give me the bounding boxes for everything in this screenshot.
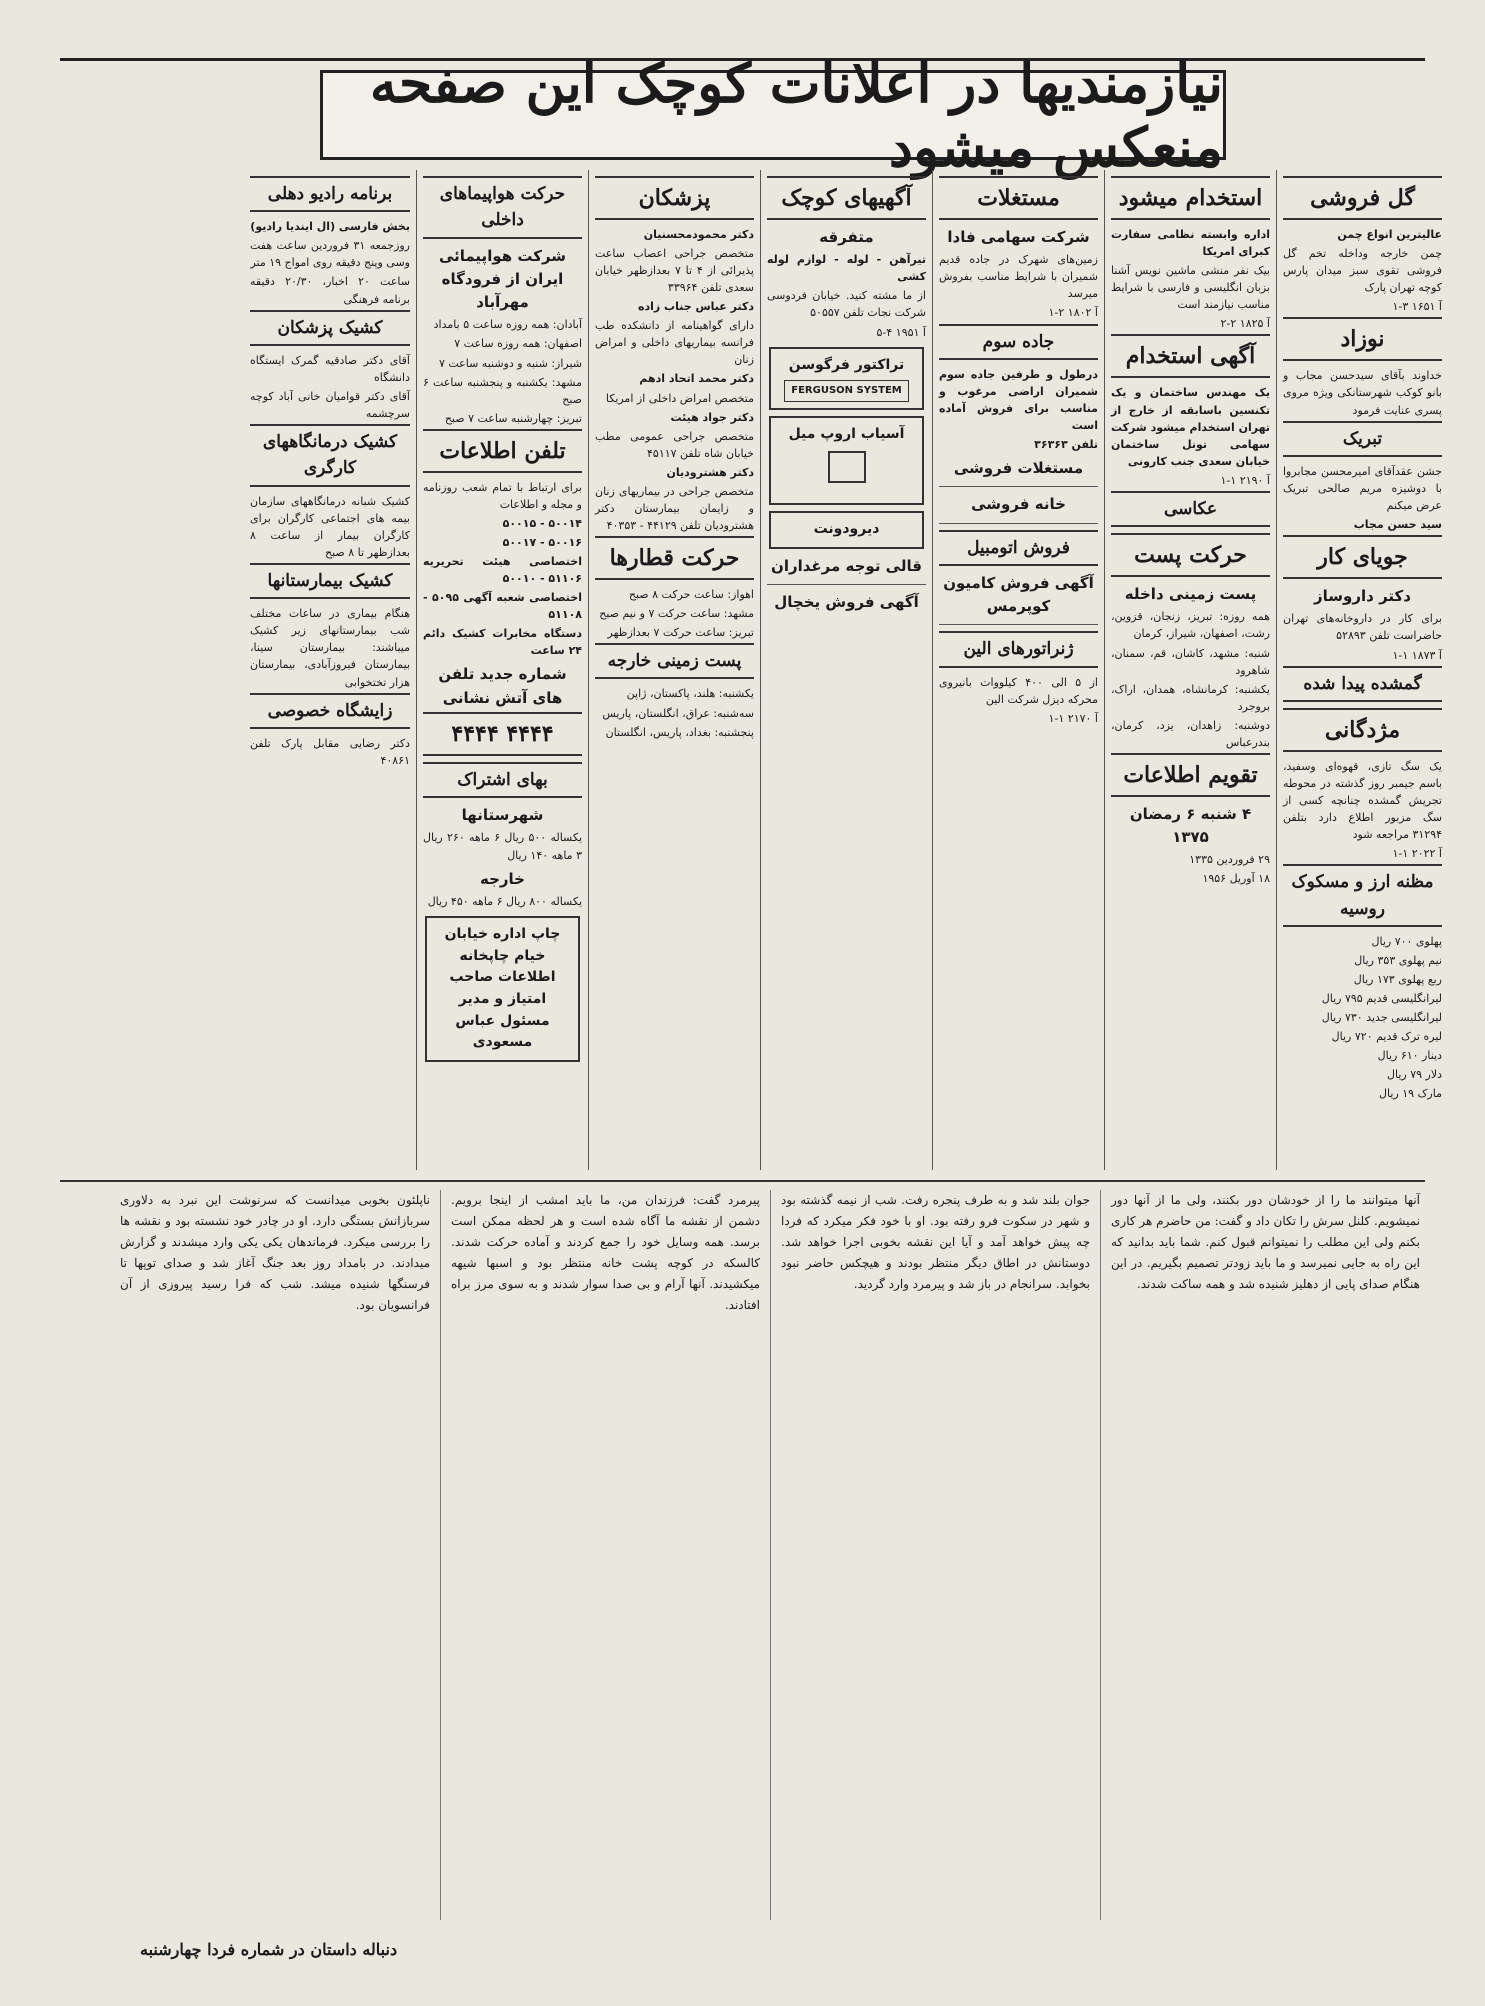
- sub-head: خانه فروشی: [971, 495, 1066, 514]
- text-line: ۱۸ آوریل ۱۹۵۶: [1202, 872, 1270, 886]
- rate-line: مارک ۱۹ ریال: [1379, 1087, 1442, 1101]
- story-continued-note: دنباله داستان در شماره فردا چهارشنبه: [140, 1940, 398, 1959]
- text-line: درطول و طرفین جاده سوم شمیران اراضی مرغوب و مناسب برای فروش آماده است: [939, 367, 1098, 433]
- section-head: مستغلات: [939, 176, 1098, 220]
- text-line: آ ۱۸۲۵ ۲-۲: [1220, 317, 1270, 331]
- text-line: متخصص جراحی اعصاب ساعت پذیرائی از ۴ تا ۷ بعدازظهر خیابان سعدی تلفن ۳۳۹۶۴: [595, 247, 754, 295]
- section-head: تقویم اطلاعات: [1111, 753, 1270, 797]
- rate-line: لیرانگلیسی جدید ۷۳۰ ریال: [1321, 1011, 1442, 1025]
- text-line: متخصص جراحی عمومی مطب خیابان شاه تلفن ۴۵۱۱۷: [595, 429, 754, 460]
- sub-head: شهرستانها: [461, 806, 544, 825]
- text-line: آقای دکتر قوامیان خانی آباد کوچه سرچشمه: [250, 390, 410, 421]
- text-line: تلفن ۳۶۳۶۳: [1034, 438, 1098, 452]
- section-head: گمشده پیدا شده: [1283, 666, 1442, 702]
- text-line: مشهد: یکشنبه و پنجشنبه ساعت ۶ صبح: [423, 375, 582, 406]
- section-head: کشیک پزشکان: [250, 310, 410, 346]
- sub-head: قالی توجه مرغداران: [771, 556, 922, 575]
- text-line: ساعت ۲۰ اخبار، ۲۰/۳۰ دقیقه برنامه فرهنگی: [250, 275, 410, 306]
- section-head: گل فروشی: [1283, 176, 1442, 220]
- section-head: نوزاد: [1283, 317, 1442, 361]
- column-small-ads: [760, 170, 932, 1170]
- masthead: [320, 51, 1226, 179]
- story-column: پیرمرد گفت: فرزندان من، ما باید امشب از اینجا برویم. دشمن از نقشه ما آگاه شده است و هر لحظه ممکن است برسد. همه وسایل خود را جمع کردند و آماده حرکت شدند. کالسکه در کوچه پشت خانه منتظر بود و اسبها شیهه میکشیدند. آنها آرام و بی صدا سوار شدند و به سوی مرز براه افتادند.: [440, 1190, 770, 1920]
- text-line: آ ۲۱۷۰ ۱-۱: [1048, 711, 1098, 725]
- ad-box-mill: [769, 416, 924, 505]
- ad-box-ferguson: [769, 347, 924, 410]
- classified-columns: [58, 170, 1448, 1175]
- text-line: برای ارتباط با تمام شعب روزنامه و مجله و اطلاعات: [423, 480, 582, 511]
- text-line: روزجمعه ۳۱ فروردین ساعت هفت وسی وپنج دقیقه روی امواج ۱۹ متر: [250, 239, 410, 270]
- text-line: زمین‌های شهرک در جاده قدیم شمیران با شرایط مناسب بفروش میرسد: [939, 253, 1098, 301]
- story-column: جوان بلند شد و به طرف پنجره رفت. شب از نیمه گذشته بود و شهر در سکوت فرو رفته بود. او با خود فکر میکرد که فردا چه پیش خواهد آمد و آیا این نقشه بخوبی اجرا خواهد شد. دوستانش در اطاق دیگر منتظر بودند و هیچکس حاضر نبود بخوابد. سرانجام در باز شد و پیرمرد وارد گردید.: [770, 1190, 1100, 1920]
- text-line: آ ۱۹۵۱ ۴-۵: [876, 325, 926, 339]
- rate-line: دینار ۶۱۰ ریال: [1377, 1049, 1442, 1063]
- section-head: پست زمینی خارجه: [595, 643, 754, 679]
- masthead-title: نیازمندیها در اعلانات کوچک این صفحه منعکس میشود: [369, 51, 1223, 179]
- rate-line: لیره ترک قدیم ۷۲۰ ریال: [1331, 1030, 1442, 1044]
- mill-icon: [828, 451, 866, 483]
- section-head: عکاسی: [1111, 491, 1270, 527]
- rate-line: لیرانگلیسی قدیم ۷۹۵ ریال: [1321, 992, 1442, 1006]
- text-line: اصفهان: همه روزه ساعت ۷: [454, 337, 582, 351]
- text-line: ۵۰۰۱۴ - ۵۰۰۱۵: [502, 516, 582, 530]
- sub-head: دکتر داروساز: [1314, 587, 1411, 606]
- sub-head: شرکت سهامی فادا: [947, 228, 1090, 247]
- text-line: شیراز: شنبه و دوشنبه ساعت ۷: [438, 356, 582, 370]
- text-line: آ ۲۱۹۰ ۱-۱: [1220, 473, 1270, 487]
- text-line: آ ۱۸۷۳ ۱-۱: [1392, 648, 1442, 662]
- text-line: یکشنبه: کرمانشاه، همدان، اراک، بروجرد: [1111, 682, 1270, 713]
- text-line: اهواز: ساعت حرکت ۸ صبح: [628, 587, 754, 601]
- section-head: تلفن اطلاعات: [423, 429, 582, 473]
- section-head: فروش اتومبیل: [939, 530, 1098, 566]
- text-line: سه‌شنبه: عراق، انگلستان، پاریس: [602, 706, 754, 720]
- text-line: جشن عقدآقای امیرمحسن مجابروا با دوشیزه مریم صالحی تبریک عرض میکنم: [1283, 464, 1442, 512]
- section-head: حرکت پست: [1111, 533, 1270, 577]
- story-divider: [60, 1180, 1425, 1182]
- imprint-text: چاپ اداره خیابان خیام چاپخانه اطلاعات صاحب امتیاز و مدیر مسئول عباس مسعودی: [444, 925, 561, 1051]
- sub-head: ۴ شنبه ۶ رمضان ۱۳۷۵: [1129, 804, 1252, 847]
- text-line: یک مهندس ساختمان و یک تکنسین باسابقه از خارج از تهران استخدام میشود شرکت سهامی تونل ساختمان خیابان سعدی جنب کارونی: [1111, 386, 1270, 468]
- text-line: دارای گواهینامه از دانشکده طب فرانسه بیماریهای داخلی و امراض زنان: [595, 319, 754, 367]
- sub-head: شرکت هواپیمائی ایران از فرودگاه مهرآباد: [438, 246, 567, 312]
- section-head: جاده سوم: [939, 324, 1098, 360]
- text-line: دکتر هشترودیان: [666, 465, 754, 479]
- sub-head: آگهی فروش یخچال: [774, 593, 919, 612]
- sub-head: متفرقه: [819, 228, 874, 247]
- text-line: آ ۲۰۲۲ ۱-۱: [1392, 847, 1442, 861]
- text-line: یکشنبه: هلند، پاکستان، ژاپن: [626, 687, 754, 701]
- sub-head: آگهی فروش کامیون کوپرمس: [943, 573, 1094, 616]
- text-line: اختصاصی شعبه آگهی ۵۰۹۵ - ۵۱۱۰۸: [423, 591, 582, 622]
- text-line: ۲۹ فروردین ۱۳۳۵: [1189, 853, 1270, 867]
- separator: [767, 584, 926, 585]
- text-line: شنبه: مشهد، کاشان، قم، سمنان، شاهرود: [1111, 646, 1270, 677]
- sub-head: پست زمینی داخله: [1124, 585, 1257, 604]
- section-head: مژدگانی: [1283, 708, 1442, 752]
- section-head: استخدام میشود: [1111, 176, 1270, 220]
- text-line: چمن خارجه وداخله تخم گل فروشی تقوی سبز میدان پارس کوچه تهران پارک: [1283, 247, 1442, 295]
- section-head: کشیک درمانگاههای کارگری: [250, 424, 410, 487]
- ad-title: آسیاب اروپ میل: [788, 425, 905, 442]
- text-line: دوشنبه: زاهدان، یزد، کرمان، بندرعباس: [1111, 718, 1270, 749]
- text-line: دکتر عباس جناب زاده: [637, 300, 754, 314]
- text-line: دکتر محمودمحسنیان: [643, 228, 754, 242]
- ad-title: دیرودونت: [813, 521, 880, 538]
- section-head: حرکت هواپیماهای داخلی: [423, 176, 582, 239]
- story-column: آنها میتوانند ما را از خودشان دور بکنند، ولی ما از آنها دور نمیشویم. کلنل سرش را تکان داد و گفت: من حاضرم هر کاری بکنم ولی این مطلب را نمیتوانم قبول کنم. شما باید بدانید که این راه به جایی نمیرسد و ما باید زودتر تصمیم بگیریم. در این هنگام صدای پایی از دهلیز شنیده شد و همه ساکت شدند.: [1100, 1190, 1430, 1920]
- section-head: جویای کار: [1283, 535, 1442, 579]
- section-head: برنامه رادیو دهلی: [250, 176, 410, 212]
- text-line: همه روزه: تبریز، زنجان، قزوین، رشت، اصفهان، شیراز، کرمان: [1111, 610, 1270, 641]
- text-line: برای کار در داروخانه‌های تهران حاضراست تلفن ۵۲۸۹۳: [1283, 612, 1442, 643]
- sub-head: خارجه: [480, 869, 525, 888]
- text-line: یکساله ۵۰۰ ریال ۶ ماهه ۲۶۰ ریال ۳ ماهه ۱۴۰ ریال: [423, 831, 582, 862]
- ad-box-dirodont: [769, 511, 924, 549]
- column-flowers: [1276, 170, 1448, 1170]
- section-head: کشیک بیمارستانها: [250, 563, 410, 599]
- text-line: بخش فارسی (ال ایندیا رادیو): [250, 220, 410, 234]
- text-line: آ ۱۶۵۱ ۳-۱: [1392, 300, 1442, 314]
- text-line: تبریز: ساعت حرکت ۷ بعدازظهر: [607, 626, 754, 640]
- ad-title: تراکتور فرگوسن: [788, 356, 905, 373]
- rate-line: پهلوی ۷۰۰ ریال: [1371, 934, 1442, 948]
- text-line: متخصص امراض داخلی از امریکا: [605, 391, 754, 405]
- text-line: سید حسن مجاب: [1353, 518, 1442, 532]
- rate-line: نیم پهلوی ۳۵۳ ریال: [1354, 954, 1442, 968]
- section-head: آگهیهای کوچک: [767, 176, 926, 220]
- text-line: خداوند بآقای سیدحسن مجاب و بانو کوکب شهرستانکی ویژه مروی پسری عنایت فرمود: [1283, 369, 1442, 417]
- text-line: آبادان: همه روزه ساعت ۵ بامداد: [433, 318, 582, 332]
- text-line: مشهد: ساعت حرکت ۷ و نیم صبح: [599, 607, 754, 621]
- section-head: آگهی استخدام: [1111, 334, 1270, 378]
- column-flights: [416, 170, 588, 1170]
- phone-number: ۴۴۴۴ ۴۴۴۴: [423, 712, 582, 756]
- section-head: مظنه ارز و مسکوک روسیه: [1283, 864, 1442, 927]
- section-head: زایشگاه خصوصی: [250, 693, 410, 729]
- text-line: هنگام بیماری در ساعات مختلف شب بیمارستانهای زیر کشیک میباشند: بیمارستان سینا، بیمارستان فیروزآبادی، بیمارستان هزار تختخوابی: [250, 607, 410, 689]
- story-column: ناپلئون بخوبی میدانست که سرنوشت این نبرد به دلاوری سربازانش بستگی دارد. او در چادر خود نشسته بود و نقشه ها را بررسی میکرد. فرماندهان یکی یکی وارد میشدند و گزارش میدادند. در بامداد روز بعد جنگ آغاز شد و صدای توپها تا فرسنگها شنیده میشد. شب که فرا رسید پیروزی از آن فرانسویان بود.: [120, 1193, 430, 1312]
- text-line: کشیک شبانه درمانگاههای سازمان بیمه های اجتماعی کارگران برای کارگران بیمار از ساعت ۸ بعدازظهر تا ۸ صبح: [250, 494, 410, 559]
- text-line: دکتر جواد هیئت: [670, 410, 754, 424]
- text-line: از ما مشته کنید. خیابان فردوسی شرکت نجات تلفن ۵۰۵۵۷: [767, 289, 926, 320]
- ferguson-logo: FERGUSON SYSTEM: [784, 380, 909, 402]
- text-line: یک سگ تازی، قهوه‌ای وسفید، باسم جیمبر روز گذشته در محوطه تجریش گمشده چنانچه کسی از سگ مزبور اطلاع دارد بتلفن ۳۱۲۹۴ مراجعه شود: [1283, 760, 1442, 842]
- text-line: دکتر محمد اتحاد ادهم: [639, 372, 754, 386]
- text-line: بیک نفر منشی ماشین نویس آشنا بزبان انگلیسی و فارسی با شرایط مناسب نیازمند است: [1111, 264, 1270, 312]
- separator: [939, 624, 1098, 625]
- text-line: اختصاصی هیئت تحریریه ۵۱۱۰۶ - ۵۰۰۱۰: [423, 555, 582, 586]
- section-head: ژنراتورهای الین: [939, 631, 1098, 667]
- column-radio: [244, 170, 416, 1170]
- column-doctors: [588, 170, 760, 1170]
- text-line: آقای دکتر صادقیه گمرک ایستگاه دانشگاه: [250, 353, 410, 384]
- separator: [939, 486, 1098, 487]
- text-line: یکساله ۸۰۰ ریال ۶ ماهه ۴۵۰ ریال: [427, 894, 582, 908]
- section-head: تبریک: [1283, 421, 1442, 457]
- rate-line: دلار ۷۹ ریال: [1386, 1068, 1442, 1082]
- text-line: متخصص جراحی در بیماریهای زنان و زایمان بیمارستان دکتر هشترودیان تلفن ۴۴۱۲۹ - ۴۰۳۵۳: [595, 484, 754, 532]
- text-line: پنجشنبه: بغداد، پاریس، انگلستان: [605, 725, 754, 739]
- text-line: ۵۰۰۱۶ - ۵۰۰۱۷: [502, 535, 582, 549]
- text-line: اداره وابسته نظامی سفارت کبرای امریکا: [1111, 228, 1270, 259]
- rate-line: ربع پهلوی ۱۷۳ ریال: [1353, 973, 1442, 987]
- section-head: حرکت قطارها: [595, 536, 754, 580]
- sub-head: شماره جدید تلفن های آتش نشانی: [438, 665, 567, 707]
- column-real-estate: [932, 170, 1104, 1170]
- text-line: دستگاه مخابرات کشیک دائم ۲۴ ساعت: [423, 627, 582, 658]
- text-line: آ ۱۸۰۲ ۲-۱: [1048, 306, 1098, 320]
- column-employment: [1104, 170, 1276, 1170]
- imprint-box: [425, 916, 580, 1062]
- section-head: پزشکان: [595, 176, 754, 220]
- sub-head: مستغلات فروشی: [953, 459, 1084, 478]
- text-line: از ۵ الی ۴۰۰ کیلووات بانیروی محرکه دیزل شرکت الین: [939, 675, 1098, 706]
- serial-story: [110, 1190, 1430, 1930]
- separator: [939, 523, 1098, 524]
- text-line: عالیترین انواع چمن: [1337, 228, 1442, 242]
- text-line: تیرآهن - لوله - لوازم لوله کشی: [767, 253, 926, 284]
- text-line: تبریز: چهارشنبه ساعت ۷ صبح: [444, 411, 582, 425]
- text-line: دکتر رضایی مقابل پارک تلفن ۴۰۸۶۱: [250, 736, 410, 767]
- section-head: بهای اشتراک: [423, 762, 582, 798]
